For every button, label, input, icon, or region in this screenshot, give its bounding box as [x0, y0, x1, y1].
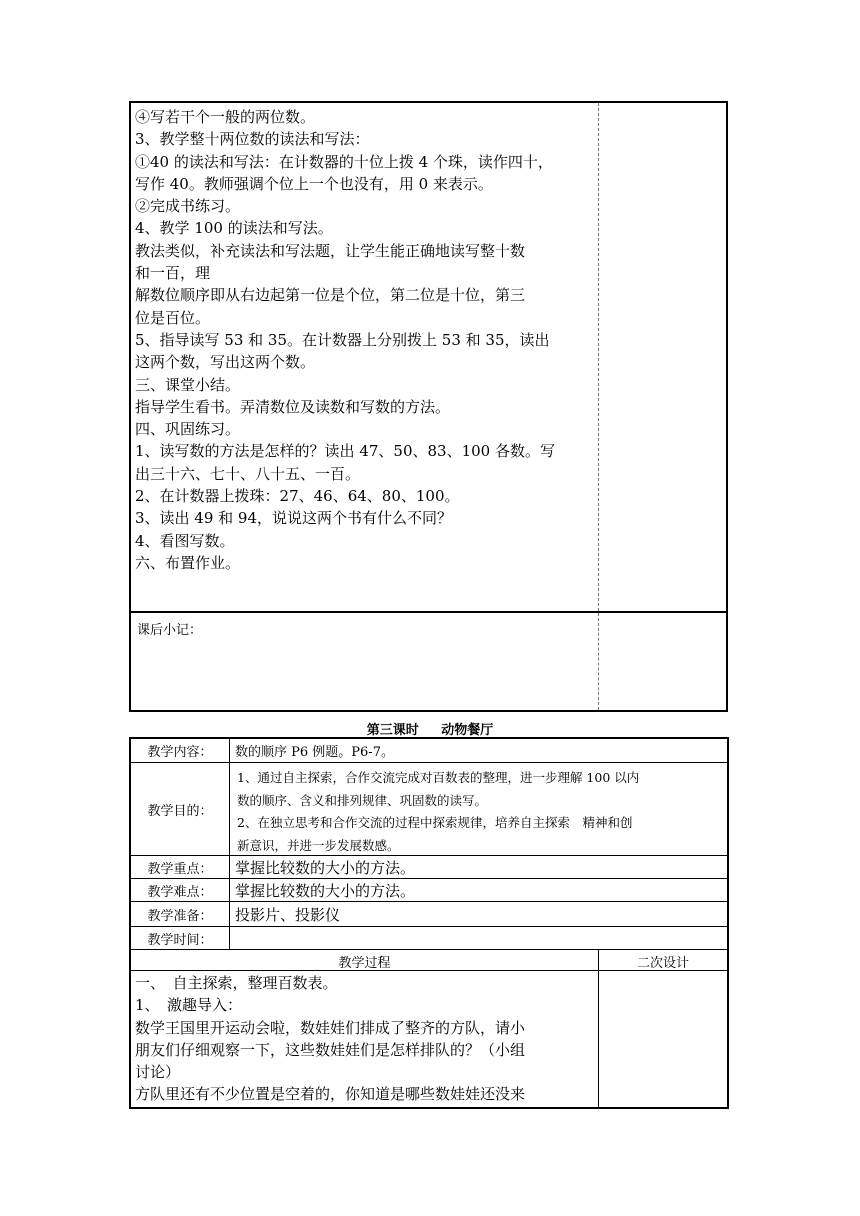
content-value: 数的顺序 P6 例题。P6-7。	[235, 745, 394, 760]
focus-row	[131, 856, 727, 879]
time-row	[131, 927, 727, 950]
row-divider	[131, 611, 726, 613]
redesign-header: 二次设计	[636, 956, 689, 971]
teaching-process-text	[135, 106, 597, 574]
column-divider	[598, 950, 599, 1107]
process-line: 教法类似，补充读法和写法题，让学生能正确地读写整十数	[135, 241, 526, 260]
process-line: 写作 40。教师强调个位上一个也没有，用 0 来表示。	[135, 174, 493, 193]
difficulty-row	[131, 879, 727, 902]
focus-value: 掌握比较数的大小的方法。	[235, 858, 416, 877]
goal-line: 2、在独立思考和合作交流的过程中探索规律，培养自主探索 精神和创	[237, 815, 633, 830]
goal-line: 新意识，并进一步发展数感。	[237, 837, 400, 853]
goals-label: 教学目的：	[131, 763, 230, 855]
lesson-plan-table-top	[129, 101, 728, 712]
process-line: 1、 激趣导入：	[135, 996, 243, 1015]
lesson-name: 动物餐厅	[441, 723, 494, 738]
lesson-title	[0, 719, 860, 738]
process-line: 4、看图写数。	[135, 531, 235, 550]
goals-text	[237, 767, 725, 857]
goal-line: 1、通过自主探索，合作交流完成对百数表的整理，进一步理解 100 以内	[237, 770, 640, 785]
process-line: 和一百，理	[135, 264, 211, 283]
teaching-process-text	[135, 972, 597, 1106]
process-line: 5、指导读写 53 和 35。在计数器上分别拨上 53 和 35，读出	[135, 330, 550, 349]
column-divider	[598, 103, 599, 611]
column-divider	[598, 613, 599, 710]
prep-value: 投影片、投影仪	[235, 905, 341, 924]
process-line: 六、布置作业。	[135, 553, 241, 572]
process-line: 1、读写数的方法是怎样的？读出 47、50、83、100 各数。写	[135, 442, 555, 461]
process-line: 指导学生看书。弄清数位及读数和写数的方法。	[135, 397, 451, 416]
process-line: 这两个数，写出这两个数。	[135, 353, 316, 372]
goal-line: 数的顺序、含义和排列规律、巩固数的读写。	[237, 792, 488, 808]
process-line: 方队里还有不少位置是空着的，你知道是哪些数娃娃还没来	[135, 1085, 526, 1104]
prep-label: 教学准备：	[131, 902, 230, 926]
process-line: 位是百位。	[135, 308, 211, 327]
process-line: 3、教学整十两位数的读法和写法：	[135, 130, 370, 149]
content-row	[131, 739, 727, 763]
process-header-row	[131, 950, 727, 971]
focus-label: 教学重点：	[131, 856, 230, 878]
process-line: ④写若干个一般的两位数。	[135, 108, 316, 126]
process-line: 朋友们仔细观察一下，这些数娃娃们是怎样排队的？（小组	[135, 1040, 526, 1059]
after-class-notes-label: 课后小记：	[137, 623, 203, 638]
process-line: 四、巩固练习。	[135, 420, 241, 439]
prep-row	[131, 902, 727, 927]
lesson-plan-table-bottom	[129, 737, 729, 1109]
process-line: 2、在计数器上拨珠：27、46、64、80、100。	[135, 487, 460, 506]
process-line: 出三十六、七十、八十五、一百。	[135, 464, 361, 483]
process-line: ②完成书练习。	[135, 197, 241, 216]
time-label: 教学时间：	[131, 927, 230, 949]
goals-row	[131, 763, 727, 856]
process-line: 4、教学 100 的读法和写法。	[135, 219, 333, 238]
process-line: 一、 自主探索，整理百数表。	[135, 974, 338, 992]
process-header: 教学过程	[338, 956, 391, 971]
process-line: ①40 的读法和写法：在计数器的十位上拨 4 个珠，读作四十，	[135, 152, 553, 171]
process-line: 三、课堂小结。	[135, 375, 241, 394]
lesson-number: 第三课时	[366, 723, 419, 738]
difficulty-label: 教学难点：	[131, 879, 230, 901]
process-line: 3、读出 49 和 94，说说这两个书有什么不同？	[135, 509, 453, 528]
content-label: 教学内容：	[131, 739, 230, 762]
difficulty-value: 掌握比较数的大小的方法。	[235, 881, 416, 900]
process-line: 数学王国里开运动会啦，数娃娃们排成了整齐的方队，请小	[135, 1018, 526, 1037]
process-line: 解数位顺序即从右边起第一位是个位，第二位是十位，第三	[135, 286, 526, 305]
process-line: 讨论）	[135, 1063, 181, 1082]
